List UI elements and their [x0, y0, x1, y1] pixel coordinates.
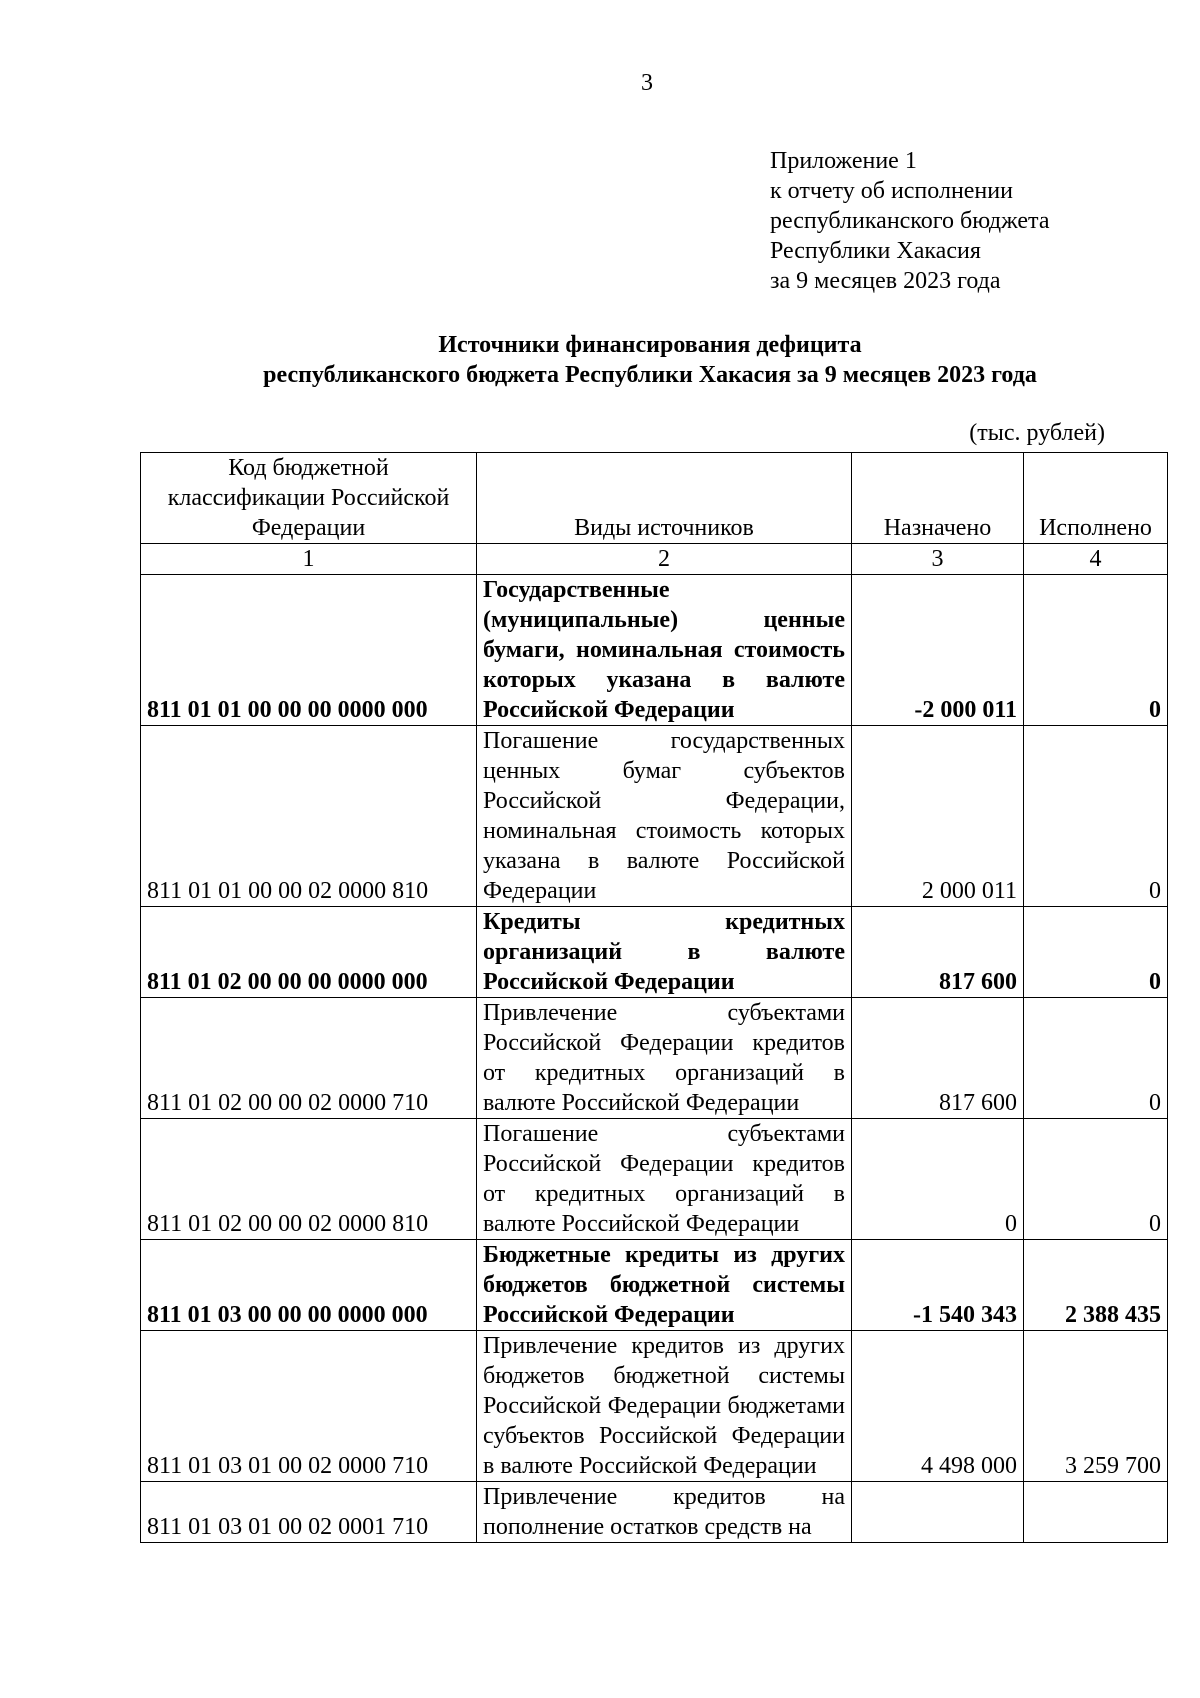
column-number: 4 [1024, 544, 1168, 575]
row-executed: 0 [1024, 1119, 1168, 1240]
row-code: 811 01 03 01 00 02 0001 710 [141, 1482, 477, 1543]
row-executed: 3 259 700 [1024, 1331, 1168, 1482]
table-row [141, 1240, 1168, 1331]
header-assigned: Назначено [852, 453, 1024, 544]
row-code: 811 01 02 00 00 02 0000 810 [141, 1119, 477, 1240]
appendix-line: Республики Хакасия [770, 238, 981, 264]
row-executed: 2 388 435 [1024, 1240, 1168, 1331]
table-row [141, 1331, 1168, 1482]
table-header-row [141, 453, 1168, 544]
row-executed: 0 [1024, 575, 1168, 726]
row-assigned: 817 600 [852, 907, 1024, 998]
row-code: 811 01 01 00 00 00 0000 000 [141, 575, 477, 726]
row-executed [1024, 1482, 1168, 1543]
row-code: 811 01 01 00 00 02 0000 810 [141, 726, 477, 907]
title-line-2: республиканского бюджета Республики Хакасия за 9 месяцев 2023 года [263, 362, 1037, 388]
row-name: Привлечение кредитов из других бюджетов бюджетной системы Российской Федерации бюджетами субъектов Российской Федерации в валюте Российской Федерации [477, 1331, 852, 1482]
table-row [141, 998, 1168, 1119]
row-code: 811 01 02 00 00 00 0000 000 [141, 907, 477, 998]
row-name: Государственные (муниципальные) ценные бумаги, номинальная стоимость которых указана в валюте Российской Федерации [477, 575, 852, 726]
page-number: 3 [641, 70, 653, 96]
row-assigned: 4 498 000 [852, 1331, 1024, 1482]
row-name: Погашение государственных ценных бумаг субъектов Российской Федерации, номинальная стоимость которых указана в валюте Российской Федерации [477, 726, 852, 907]
column-number: 2 [477, 544, 852, 575]
column-number: 1 [141, 544, 477, 575]
row-code: 811 01 02 00 00 02 0000 710 [141, 998, 477, 1119]
header-executed: Исполнено [1024, 453, 1168, 544]
row-name: Погашение субъектами Российской Федерации кредитов от кредитных организаций в валюте Российской Федерации [477, 1119, 852, 1240]
row-assigned: -1 540 343 [852, 1240, 1024, 1331]
row-assigned: 817 600 [852, 998, 1024, 1119]
row-name: Бюджетные кредиты из других бюджетов бюджетной системы Российской Федерации [477, 1240, 852, 1331]
appendix-line: Приложение 1 [770, 148, 917, 174]
table-row [141, 1482, 1168, 1543]
document-title [130, 330, 1170, 390]
financing-sources-table [140, 452, 1168, 1543]
row-executed: 0 [1024, 726, 1168, 907]
row-name: Кредиты кредитных организаций в валюте Российской Федерации [477, 907, 852, 998]
row-executed: 0 [1024, 907, 1168, 998]
column-number: 3 [852, 544, 1024, 575]
row-assigned: 0 [852, 1119, 1024, 1240]
column-number-row [141, 544, 1168, 575]
appendix-note [770, 146, 1049, 296]
unit-label: (тыс. рублей) [969, 420, 1105, 446]
row-assigned: 2 000 011 [852, 726, 1024, 907]
table-body [141, 453, 1168, 1543]
table-row [141, 726, 1168, 907]
row-assigned: -2 000 011 [852, 575, 1024, 726]
appendix-line: к отчету об исполнении [770, 178, 1013, 204]
row-assigned [852, 1482, 1024, 1543]
row-name: Привлечение субъектами Российской Федерации кредитов от кредитных организаций в валюте Российской Федерации [477, 998, 852, 1119]
row-code: 811 01 03 01 00 02 0000 710 [141, 1331, 477, 1482]
table-row [141, 1119, 1168, 1240]
header-code: Код бюджетной классификации Российской Федерации [141, 453, 477, 544]
header-source-type: Виды источников [477, 453, 852, 544]
appendix-line: за 9 месяцев 2023 года [770, 268, 1001, 294]
row-name: Привлечение кредитов на пополнение остатков средств на [477, 1482, 852, 1543]
row-executed: 0 [1024, 998, 1168, 1119]
table-row [141, 575, 1168, 726]
table-row [141, 907, 1168, 998]
title-line-1: Источники финансирования дефицита [438, 332, 862, 358]
appendix-line: республиканского бюджета [770, 208, 1050, 234]
row-code: 811 01 03 00 00 00 0000 000 [141, 1240, 477, 1331]
